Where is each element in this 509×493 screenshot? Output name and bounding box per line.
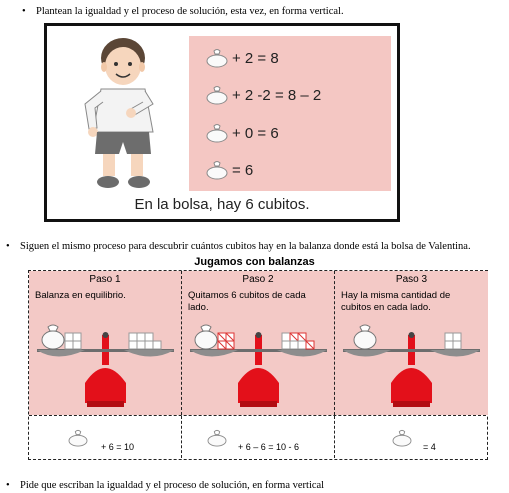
equation-text: = 6: [232, 161, 254, 179]
balance-scale-illustration: [35, 313, 176, 413]
step-description: Hay la misma cantidad de cubitos en cada lado.: [341, 290, 451, 313]
equation-row: [205, 159, 253, 181]
instruction-3: [6, 479, 324, 492]
equation-text: + 0 = 6: [232, 124, 279, 142]
equation-text: + 2 -2 = 8 – 2: [232, 86, 322, 104]
bullet-marker: •: [6, 480, 10, 491]
instruction-2-text: Siguen el mismo proceso para descubrir cuántos cubitos hay en la balanza donde está la bolsa de Valentina.: [20, 241, 471, 252]
step-3-equation: [335, 416, 486, 458]
money-bag-icon: [206, 429, 228, 447]
money-bag-icon: [67, 429, 89, 447]
step-title: Paso 1: [89, 274, 121, 285]
bullet-marker: •: [22, 6, 26, 17]
money-bag-icon: [205, 160, 229, 180]
money-bag-icon: [205, 48, 229, 68]
step-description: Balanza en equilibrio.: [35, 290, 126, 301]
boy-illustration: [61, 34, 191, 194]
step-1-equation: [29, 416, 182, 458]
instruction-3-text: Pide que escriban la igualdad y el proceso de solución, en forma vertical: [20, 480, 325, 491]
balance-steps-table: [28, 270, 488, 460]
equation-row: [205, 122, 279, 144]
step-description: Quitamos 6 cubitos de cada lado.: [188, 290, 306, 313]
step-2-equation: [182, 416, 335, 458]
equation-row: [205, 84, 321, 106]
bullet-marker: •: [6, 241, 10, 252]
balances-title: Jugamos con balanzas: [194, 256, 315, 268]
instruction-1: [22, 5, 344, 18]
step-title: Paso 2: [242, 274, 274, 285]
step-title: Paso 3: [395, 274, 428, 285]
step-2-panel: [182, 271, 335, 415]
illustration-caption: En la bolsa, hay 6 cubitos.: [134, 196, 310, 213]
money-bag-icon: [205, 123, 229, 143]
balance-scale-illustration: [341, 313, 482, 413]
money-bag-icon: [391, 429, 413, 447]
instruction-2: [6, 240, 471, 253]
equation-text: + 2 = 8: [232, 49, 279, 67]
equation-row: [205, 47, 279, 69]
step-3-panel: [335, 271, 488, 415]
equations-row: [29, 415, 486, 459]
equation-text: = 4: [423, 442, 436, 452]
bag-equation-panel: [44, 23, 400, 222]
balance-scale-illustration: [188, 313, 329, 413]
equation-text: + 6 = 10: [101, 442, 135, 452]
money-bag-icon: [205, 85, 229, 105]
equation-text: + 6 – 6 = 10 - 6: [238, 442, 300, 452]
instruction-1-text: Plantean la igualdad y el proceso de solución, esta vez, en forma vertical.: [36, 6, 344, 17]
step-1-panel: [29, 271, 182, 415]
equation-box: [189, 36, 391, 191]
